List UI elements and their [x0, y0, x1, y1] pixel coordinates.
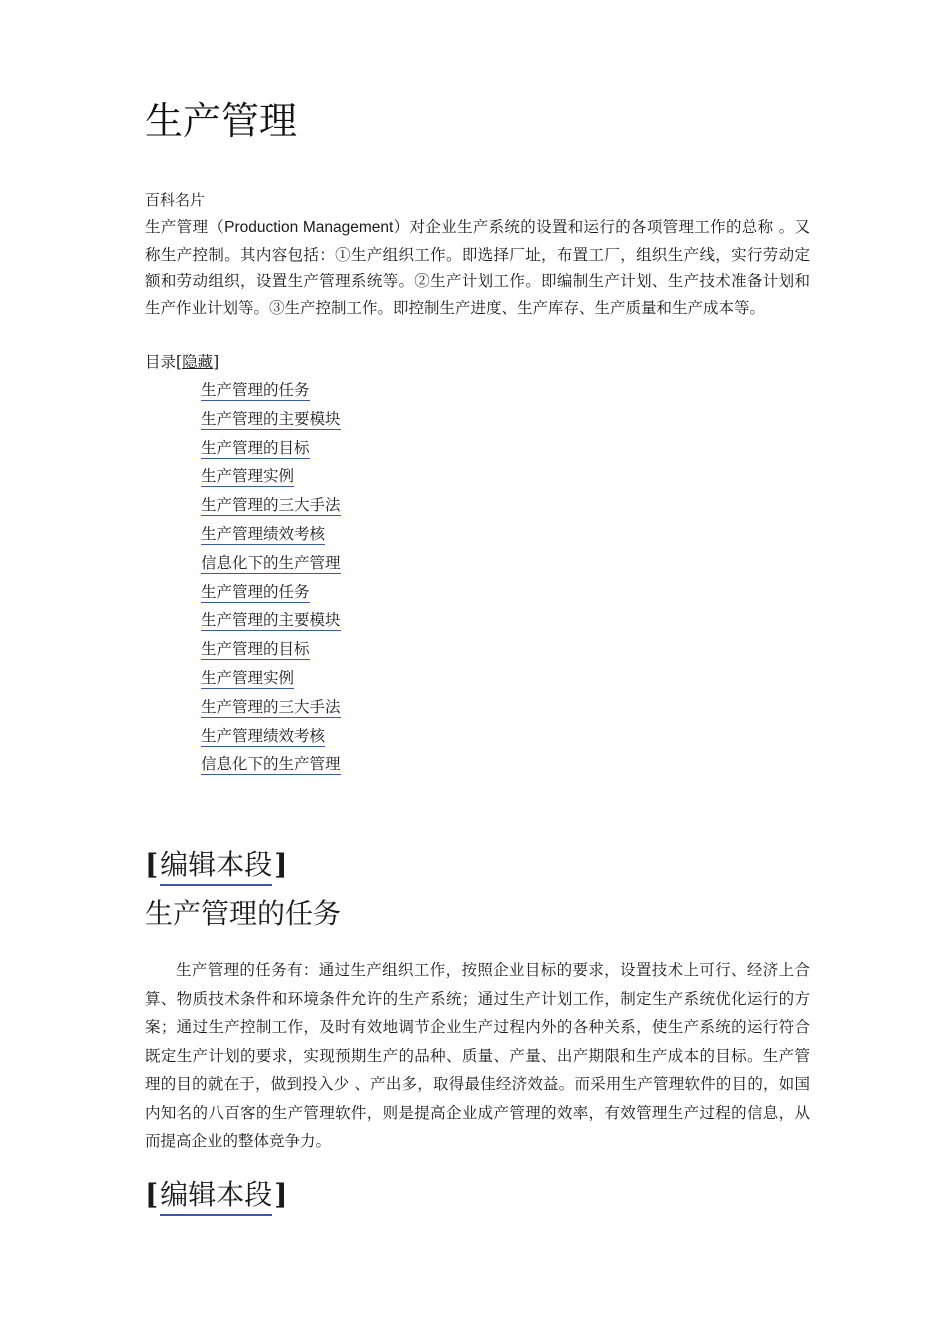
toc-link[interactable]: 生产管理的三大手法 [201, 697, 341, 716]
intro-english-term: Production Management [224, 219, 394, 236]
page-title: 生产管理 [145, 99, 298, 143]
edit-bracket-close: ] [274, 848, 288, 881]
section-body: 生产管理的任务有：通过生产组织工作，按照企业目标的要求，设置技术上可行、经济上合算、物质技术条件和环境条件允许的生产系统；通过生产计划工作，制定生产系统优化运行的方案；通过生产控制工作，及时有效地调节企业生产过程内外的各种关系，使生产系统的运行符合既定生产计划的要求，实现预期生产的品种、质量、产量、出产期限和生产成本的目标。生产管理的目的就在于，做到投入少 、产出多，取得最佳经济效益。而采用生产管理软件的目的，如国内知名的八百客的生产管理软件，则是提高企业成产管理的效率，有效管理生产过程的信息，从而提高企业的整体竞争力。 [145, 961, 810, 1150]
toc-link[interactable]: 信息化下的生产管理 [201, 755, 341, 774]
toc-item [201, 637, 341, 666]
toc-link[interactable]: 生产管理的目标 [201, 438, 310, 457]
toc-item [201, 666, 341, 695]
toc-item [201, 493, 341, 522]
toc-label: 目录[ [145, 353, 183, 371]
table-of-contents [201, 378, 341, 781]
intro-text-rest: ）对企业生产系统的设置和运行的各项管理工作的总称 。又称生产控制。其内容包括：①生产组织工作。即选择厂址，布置工厂，组织生产线，实行劳动定额和劳动组织，设置生产管理系统等。②生产计划工作。即编制生产计划、生产技术准备计划和生产作业计划等。③生产控制工作。即控制生产进度、生产库存、生产质量和生产成本等。 [145, 218, 810, 317]
toc-item [201, 464, 341, 493]
toc-link[interactable]: 信息化下的生产管理 [201, 553, 341, 572]
edit-bracket-close: ] [274, 1178, 288, 1211]
edit-section-link[interactable]: 编辑本段 [160, 848, 272, 886]
toc-link[interactable]: 生产管理实例 [201, 668, 295, 687]
toc-link[interactable]: 生产管理的目标 [201, 640, 310, 659]
toc-hide-link[interactable]: 隐藏 [182, 353, 214, 371]
intro-paragraph [145, 214, 810, 321]
intro-text-start: 生产管理（ [145, 218, 225, 236]
toc-item [201, 724, 341, 753]
toc-link[interactable]: 生产管理绩效考核 [201, 524, 326, 543]
toc-item [201, 378, 341, 407]
toc-link[interactable]: 生产管理的任务 [201, 381, 310, 399]
toc-link[interactable]: 生产管理的任务 [201, 582, 310, 601]
toc-item [201, 752, 341, 781]
toc-item [201, 436, 341, 465]
toc-link[interactable]: 生产管理的三大手法 [201, 496, 341, 515]
toc-item [201, 608, 341, 637]
toc-link[interactable]: 生产管理实例 [201, 467, 295, 486]
toc-item [201, 551, 341, 580]
toc-item [201, 695, 341, 724]
edit-bracket-open: [ [145, 848, 159, 881]
edit-section-bar [145, 1178, 288, 1216]
toc-item [201, 522, 341, 551]
toc-item [201, 407, 341, 436]
image-caption: 百科名片 [145, 191, 206, 209]
edit-bracket-open: [ [145, 1178, 159, 1211]
toc-header [145, 350, 219, 374]
toc-bracket-close: ] [213, 353, 220, 371]
edit-section-bar [145, 848, 288, 886]
edit-section-link[interactable]: 编辑本段 [160, 1178, 272, 1216]
toc-link[interactable]: 生产管理的主要模块 [201, 611, 341, 630]
toc-link[interactable]: 生产管理绩效考核 [201, 726, 326, 745]
section-heading: 生产管理的任务 [145, 897, 342, 930]
toc-item [201, 580, 341, 609]
toc-link[interactable]: 生产管理的主要模块 [201, 409, 341, 428]
